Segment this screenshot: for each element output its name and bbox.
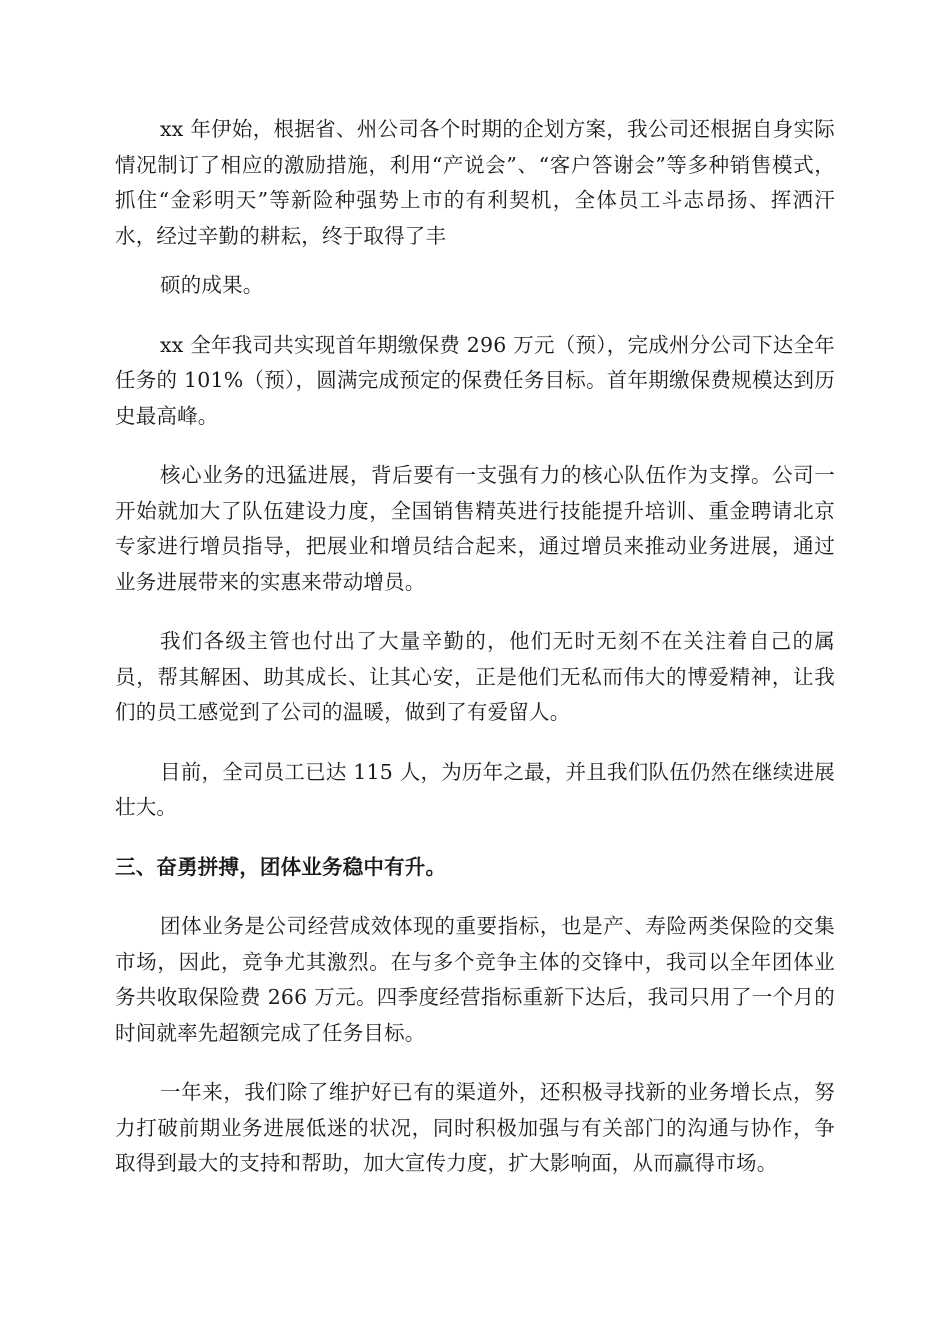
paragraph-supervisors: 我们各级主管也付出了大量辛勤的，他们无时无刻不在关注着自己的属员，帮其解困、助其成长、让其心安，正是他们无私而伟大的博爱精神，让我们的员工感觉到了公司的温暖，做到了有爱留人。 [115,629,835,724]
paragraph-year-review: 一年来，我们除了维护好已有的渠道外，还积极寻找新的业务增长点，努力打破前期业务进展低迷的状况，同时积极加强与有关部门的沟通与协作，争取得到最大的支持和帮助，加大宣传力度，扩大影响面，从而赢得市场。 [115,1080,835,1175]
paragraph-intro-continued: 硕的成果。 [160,273,264,297]
paragraph-group-business: 团体业务是公司经营成效体现的重要指标，也是产、寿险两类保险的交集市场，因此，竞争尤其激烈。在与多个竞争主体的交锋中，我司以全年团体业务共收取保险费 266 万元。四季度经营指标重新下达后，我司只用了一个月的时间就率先超额完成了任务目标。 [115,914,835,1045]
paragraph-premium-results: xx 全年我司共实现首年期缴保费 296 万元（预），完成州分公司下达全年任务的 101%（预），圆满完成预定的保费任务目标。首年期缴保费规模达到历史最高峰。 [115,332,835,428]
paragraph-staff-count: 目前，全司员工已达 115 人，为历年之最，并且我们队伍仍然在继续进展壮大。 [115,759,835,819]
paragraph-intro: xx 年伊始，根据省、州公司各个时期的企划方案，我公司还根据自身实际情况制订了相应的激励措施，利用“产说会”、“客户答谢会”等多种销售模式，抓住“金彩明天”等新险种强势上市的有利契机，全体员工斗志昂扬、挥洒汗水，经过辛勤的耕耘，终于取得了丰 [115,117,835,248]
document-page [115,112,835,1206]
paragraph-core-team: 核心业务的迅猛进展，背后要有一支强有力的核心队伍作为支撑。公司一开始就加大了队伍建设力度，全国销售精英进行技能提升培训、重金聘请北京专家进行增员指导，把展业和增员结合起来，通过增员来推动业务进展，通过业务进展带来的实惠来带动增员。 [115,463,835,594]
section-heading: 三、奋勇拼搏，团体业务稳中有升。 [115,854,447,879]
